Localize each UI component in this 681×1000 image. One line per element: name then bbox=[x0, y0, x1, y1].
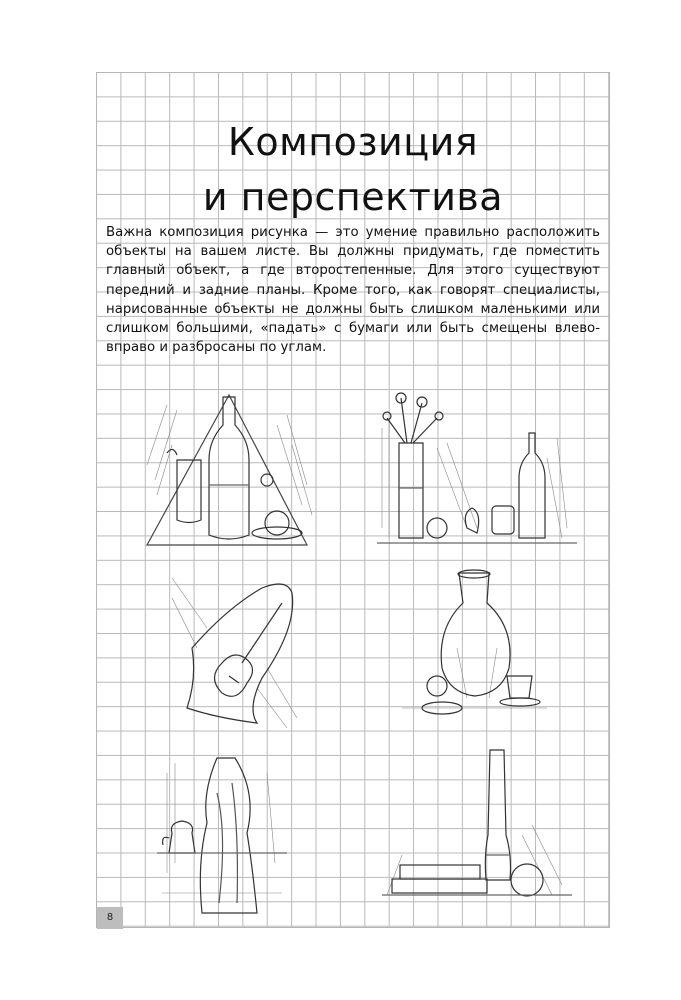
body-paragraph: Важна композиция рисунка — это умение правильно расположить объекты на вашем листе. Вы должны придумать, где поместить главный объект, а где второстепенные. Для этого существуют передний и задние планы. Кроме того, как говорят специалисты, нарисованные объекты не должны быть слишком маленькими или слишком большими, «падать» с бумаги или быть смещены влево-вправо и разбросаны по углам. bbox=[106, 225, 600, 356]
teapot-shape bbox=[169, 821, 195, 853]
tall-glass-shape bbox=[485, 750, 510, 880]
bottle-shape bbox=[209, 397, 249, 539]
cup-shape bbox=[507, 676, 532, 698]
book-top bbox=[400, 865, 480, 879]
bottle-shape bbox=[519, 433, 545, 538]
illustration-violin bbox=[167, 568, 307, 733]
illustration-flowers-vase bbox=[377, 388, 577, 558]
illustration-glass-books bbox=[382, 745, 572, 915]
page-number: 8 bbox=[97, 907, 123, 929]
illustration-jug bbox=[397, 568, 557, 728]
cloth-shape bbox=[200, 758, 257, 913]
saucer-shape bbox=[500, 698, 540, 706]
notebook-page bbox=[96, 72, 610, 928]
cloth-shape bbox=[187, 584, 293, 723]
jar-shape bbox=[492, 506, 514, 534]
violin-neck bbox=[242, 603, 282, 663]
apple-shape bbox=[511, 864, 543, 896]
flower-stems bbox=[387, 398, 437, 443]
title-line-2: и перспектива bbox=[202, 175, 504, 219]
apple-shape bbox=[265, 511, 289, 535]
composition-triangle bbox=[147, 395, 307, 545]
page-title bbox=[97, 115, 609, 225]
violin-body bbox=[215, 655, 253, 696]
illustration-drapery bbox=[157, 753, 287, 918]
jug-shape bbox=[441, 573, 510, 696]
hatching bbox=[172, 578, 297, 728]
title-line-1: Композиция bbox=[227, 120, 479, 164]
vase-shape bbox=[399, 443, 423, 538]
orange-shape bbox=[427, 676, 447, 696]
book-bottom bbox=[392, 879, 487, 893]
illustration-bottle-triangle bbox=[137, 385, 317, 555]
pear-shape bbox=[465, 508, 478, 533]
hatching bbox=[402, 648, 547, 708]
apple-shape bbox=[427, 518, 447, 538]
hatching bbox=[382, 418, 567, 538]
hatching bbox=[387, 825, 562, 895]
